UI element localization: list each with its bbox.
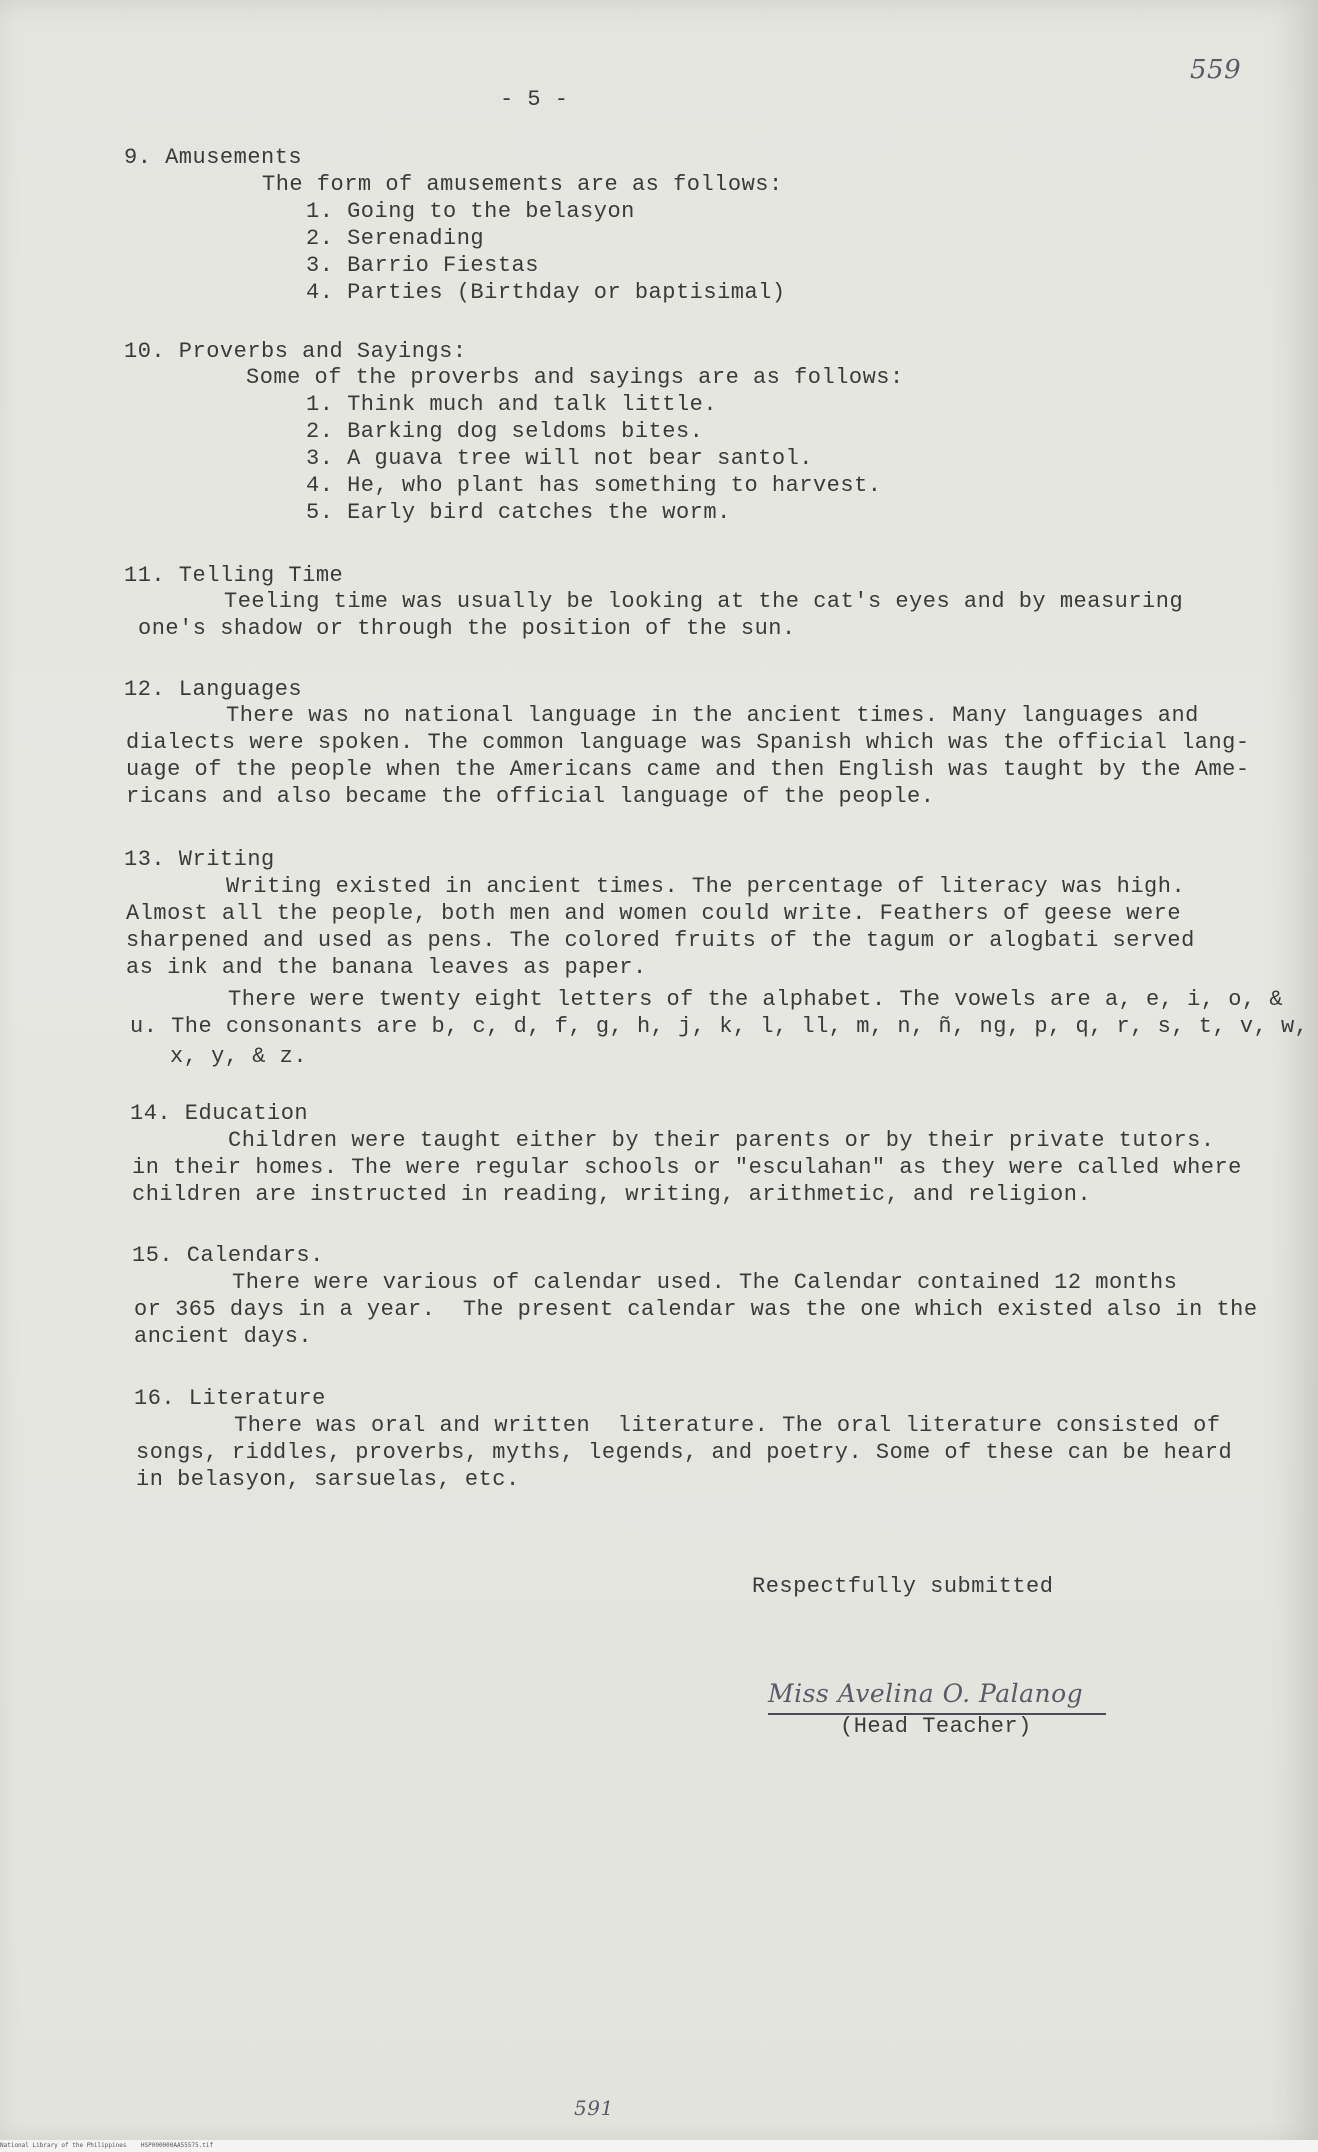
section-heading-education: 14. Education xyxy=(130,1101,309,1126)
page-number: - 5 - xyxy=(500,87,569,112)
respectfully-submitted: Respectfully submitted xyxy=(752,1574,1054,1599)
paragraph-line: ancient days. xyxy=(134,1324,313,1349)
section-heading-calendars: 15. Calendars. xyxy=(132,1243,324,1268)
paragraph-line: dialects were spoken. The common language was Spanish which was the official lang- xyxy=(126,730,1250,755)
paragraph-line: There was no national language in the ancient times. Many languages and xyxy=(226,703,1199,728)
paragraph-line: ricans and also became the official language of the people. xyxy=(126,784,935,809)
paragraph-line: Almost all the people, both men and women could write. Feathers of geese were xyxy=(126,901,1182,926)
proverbs-item: 4. He, who plant has something to harvest. xyxy=(306,473,882,498)
paragraph-line: Teeling time was usually be looking at the cat's eyes and by measuring xyxy=(224,589,1184,614)
amusements-intro: The form of amusements are as follows: xyxy=(262,172,783,197)
paragraph-line: Writing existed in ancient times. The percentage of literacy was high. xyxy=(226,874,1186,899)
paragraph-line: Children were taught either by their parents or by their private tutors. xyxy=(228,1128,1215,1153)
paragraph-line: There was oral and written literature. The oral literature consisted of xyxy=(234,1413,1221,1438)
paragraph-line: u. The consonants are b, c, d, f, g, h, j, k, l, ll, m, n, ñ, ng, p, q, r, s, t, v, w, xyxy=(130,1014,1309,1039)
paragraph-line: There were twenty eight letters of the alphabet. The vowels are a, e, i, o, & xyxy=(228,987,1284,1012)
footer-mark: 591 xyxy=(574,2096,614,2120)
paragraph-line: x, y, & z. xyxy=(170,1044,308,1069)
section-heading-amusements: 9. Amusements xyxy=(124,145,303,170)
paragraph-line: one's shadow or through the position of the sun. xyxy=(138,616,796,641)
signatory-title: (Head Teacher) xyxy=(840,1714,1032,1739)
section-heading-telling-time: 11. Telling Time xyxy=(124,563,344,588)
section-heading-languages: 12. Languages xyxy=(124,677,303,702)
paragraph-line: or 365 days in a year. The present calendar was the one which existed also in the xyxy=(134,1297,1258,1322)
paragraph-line: as ink and the banana leaves as paper. xyxy=(126,955,647,980)
proverbs-item: 5. Early bird catches the worm. xyxy=(306,500,731,525)
proverbs-item: 2. Barking dog seldoms bites. xyxy=(306,419,704,444)
paragraph-line: in their homes. The were regular schools or "esculahan" as they were called where xyxy=(132,1155,1242,1180)
paragraph-line: sharpened and used as pens. The colored fruits of the tagum or alogbati served xyxy=(126,928,1195,953)
paragraph-line: There were various of calendar used. The Calendar contained 12 months xyxy=(232,1270,1178,1295)
paragraph-line: uage of the people when the Americans came and then English was taught by the Ame- xyxy=(126,757,1250,782)
paragraph-line: children are instructed in reading, writing, arithmetic, and religion. xyxy=(132,1182,1092,1207)
amusements-item: 1. Going to the belasyon xyxy=(306,199,635,224)
archive-footer-strip: National Library of the Philippines HSP000000AA55575.tif xyxy=(0,2140,1318,2152)
section-heading-proverbs: 10. Proverbs and Sayings: xyxy=(124,339,467,364)
amusements-item: 4. Parties (Birthday or baptisimal) xyxy=(306,280,786,305)
paragraph-line: in belasyon, sarsuelas, etc. xyxy=(136,1467,520,1492)
proverbs-item: 1. Think much and talk little. xyxy=(306,392,718,417)
corner-mark: 559 xyxy=(1190,55,1242,85)
proverbs-item: 3. A guava tree will not bear santol. xyxy=(306,446,813,471)
proverbs-intro: Some of the proverbs and sayings are as follows: xyxy=(246,365,904,390)
amusements-item: 3. Barrio Fiestas xyxy=(306,253,539,278)
signature: Miss Avelina O. Palanog xyxy=(768,1679,1084,1708)
amusements-item: 2. Serenading xyxy=(306,226,485,251)
section-heading-literature: 16. Literature xyxy=(134,1386,326,1411)
section-heading-writing: 13. Writing xyxy=(124,847,275,872)
paragraph-line: songs, riddles, proverbs, myths, legends, and poetry. Some of these can be heard xyxy=(136,1440,1233,1465)
